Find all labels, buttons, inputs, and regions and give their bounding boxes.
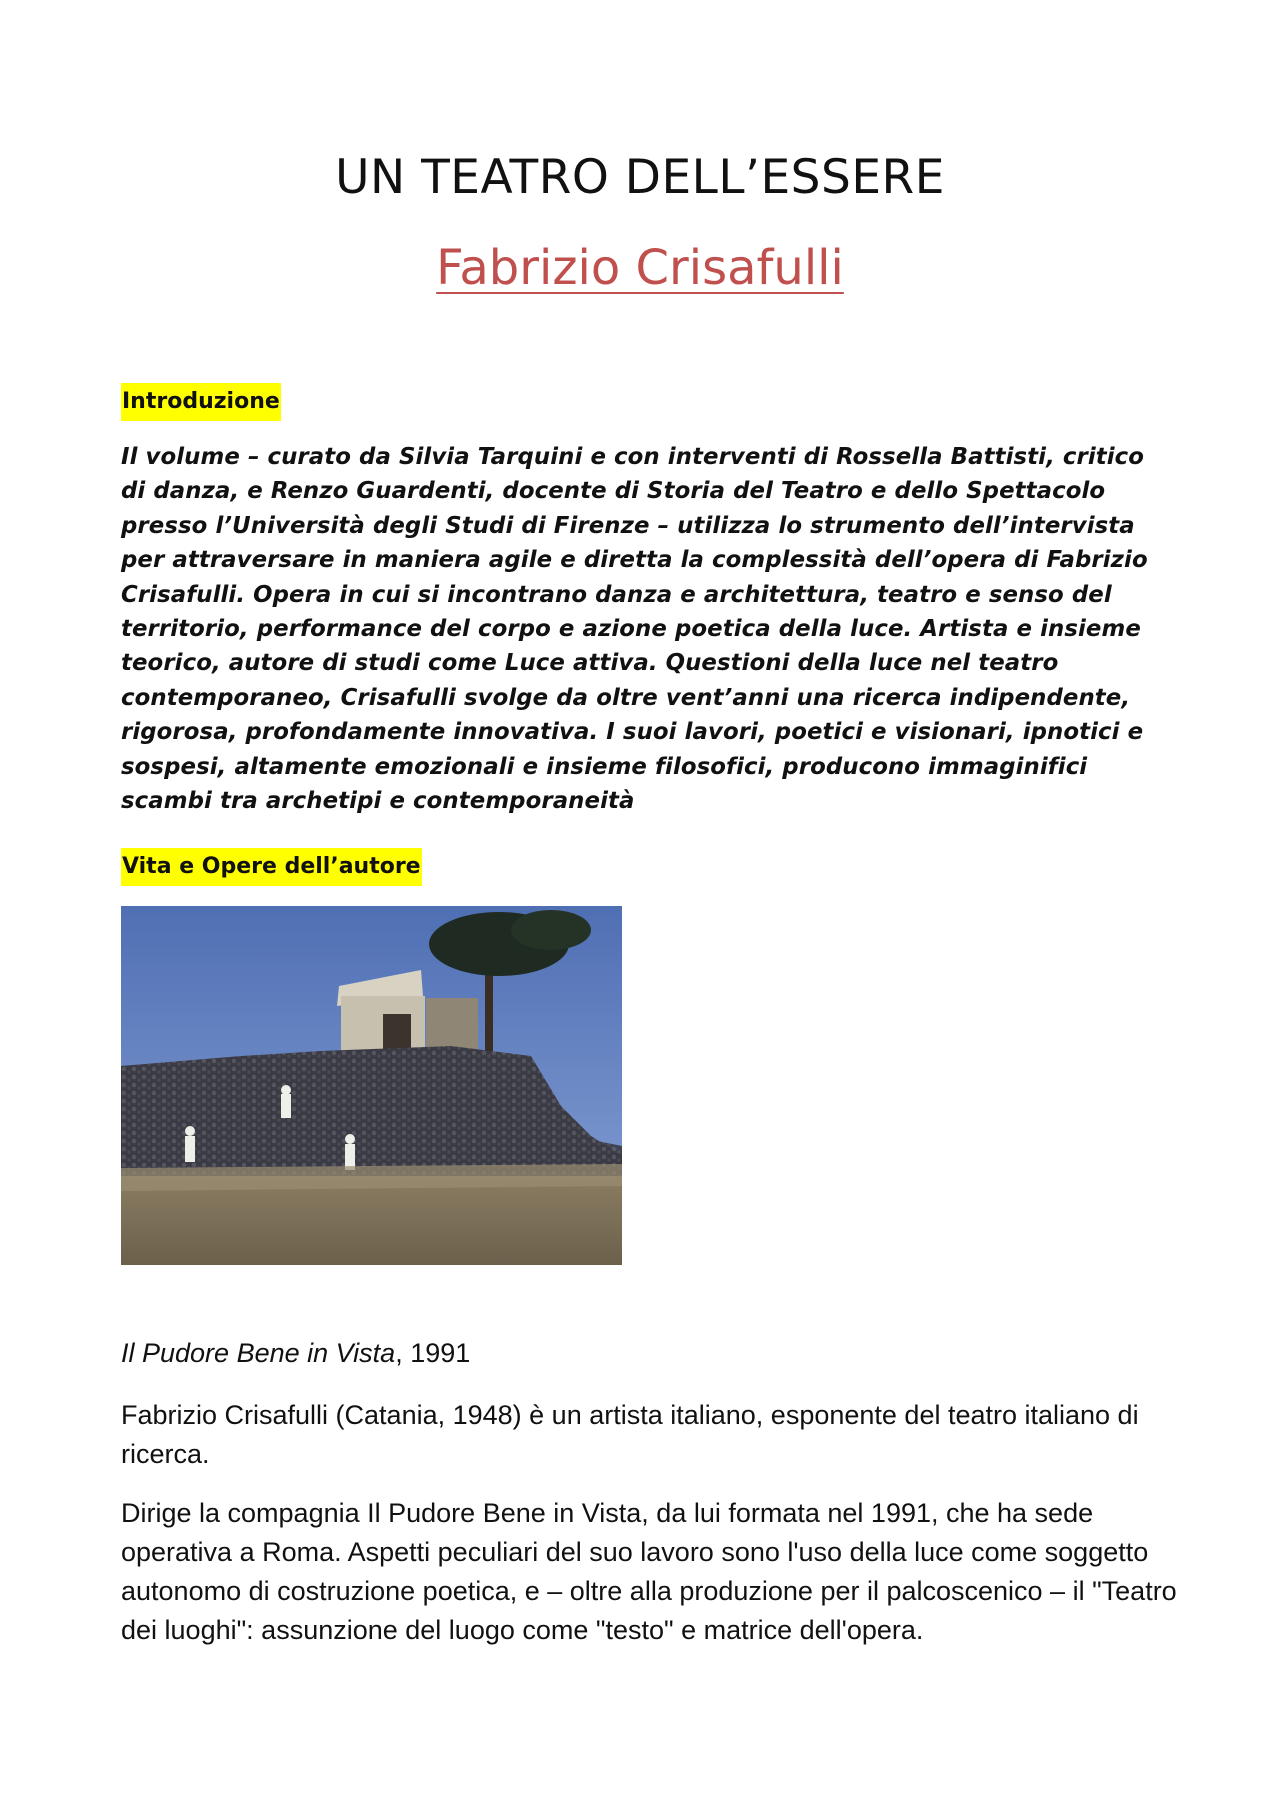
life-works-heading: Vita e Opere dell’autore <box>121 848 422 886</box>
document-title: UN TEATRO DELL’ESSERE <box>335 150 945 205</box>
intro-paragraph: Il volume – curato da Silvia Tarquini e con interventi di Rossella Battisti, critico di danza, e Renzo Guardenti, docente di Storia del Teatro e dello Spettacolo presso l’Università degli Studi di Firenze – utilizza lo strumento dell’intervista per attraversare in maniera agile e diretta la complessità dell’opera di Fabrizio Crisafulli. Opera in cui si incontrano danza e architettura, teatro e senso del territorio, performance del corpo e azione poetica della luce. Artista e insieme teorico, autore di studi come Luce attiva. Questioni della luce nel teatro contemporaneo, Crisafulli svolge da oltre vent’anni una ricerca indipendente, rigorosa, profondamente innovativa. I suoi lavori, poetici e visionari, ipnotici e sospesi, altamente emozionali e insieme filosofici, producono immaginifici scambi tra archetipi e contemporaneità <box>121 444 1148 815</box>
caption-title: Il Pudore Bene in Vista <box>121 1338 396 1368</box>
caption-year: , 1991 <box>395 1338 471 1368</box>
author-heading <box>0 240 1280 296</box>
bio-paragraph-1: Fabrizio Crisafulli (Catania, 1948) è un artista italiano, esponente del teatro italiano di ricerca. <box>121 1400 1139 1469</box>
performance-photo <box>121 906 622 1265</box>
intro-heading: Introduzione <box>121 383 281 421</box>
photo-caption <box>121 1338 470 1369</box>
author-link[interactable]: Fabrizio Crisafulli <box>436 240 844 296</box>
bio-paragraph-2: Dirige la compagnia Il Pudore Bene in Vista, da lui formata nel 1991, che ha sede operativa a Roma. Aspetti peculiari del suo lavoro sono l'uso della luce come soggetto autonomo di costruzione poetica, e – oltre alla produzione per il palcoscenico – il "Teatro dei luoghi": assunzione del luogo come "testo" e matrice dell'opera. <box>121 1498 1177 1645</box>
